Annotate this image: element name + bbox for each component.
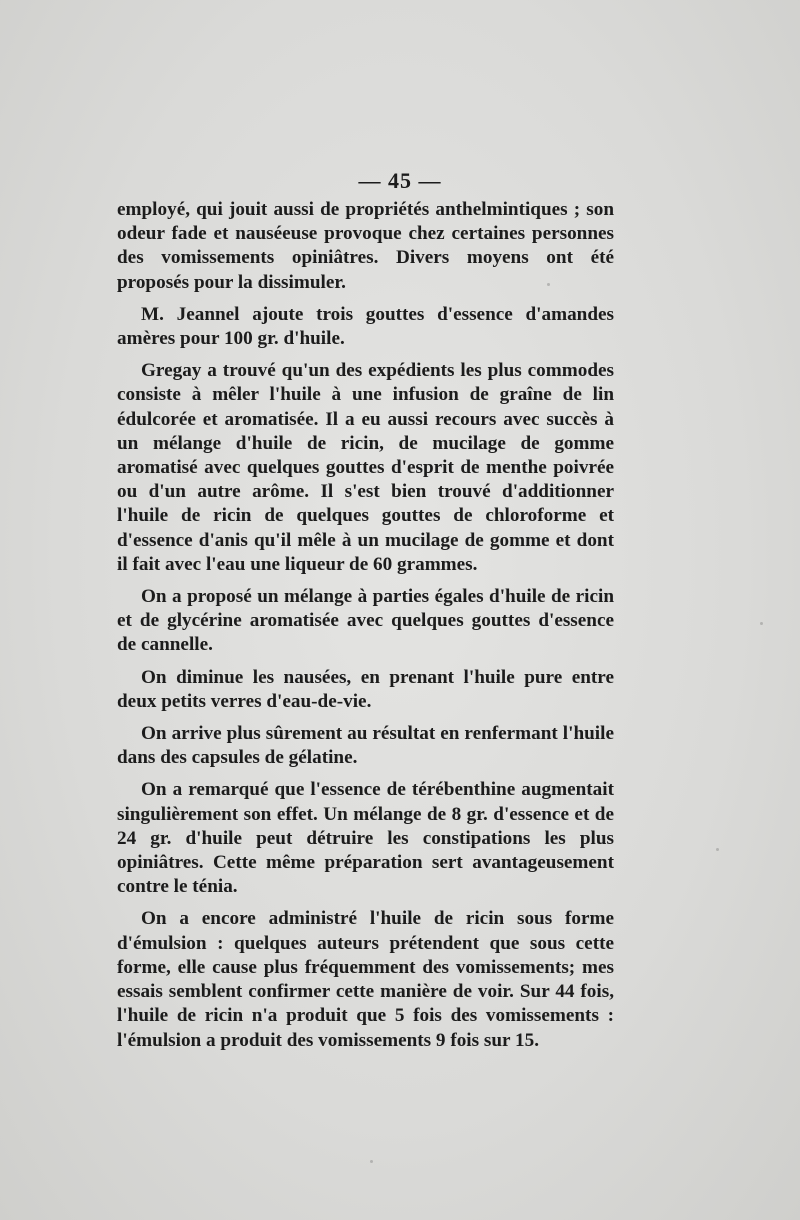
page-number: — 45 — [358,168,442,193]
paragraph: employé, qui jouit aussi de propriétés anthelmintiques ; son odeur fade et nauséeuse provoque chez certaines personnes des vomissements opiniâtres. Divers moyens ont été proposés pour la dissimuler. [117,199,614,293]
paragraph: On a encore administré l'huile de ricin sous forme d'émulsion : quelques auteurs prétendent que sous cette forme, elle cause plus fréquemment des vomissements; mes essais semblent confirmer cette manière de voir. Sur 44 fois, l'huile de ricin n'a produit que 5 fois des vomissements : l'émulsion a produit des vomissements 9 fois sur 15. [117,908,614,1051]
body-text [117,198,614,1061]
paper-speck [370,1160,373,1163]
paper-speck [716,848,719,851]
paper-speck [760,622,763,625]
paper-speck [547,283,550,286]
paragraph: On diminue les nausées, en prenant l'huile pure entre deux petits verres d'eau-de-vie. [117,666,614,712]
paragraph: On a remarqué que l'essence de térébenthine augmentait singulièrement son effet. Un mélange de 8 gr. d'essence et de 24 gr. d'huile peut détruire les constipations les plus opiniâtres. Cette même préparation sert avantageusement contre le ténia. [117,779,614,898]
paragraph: M. Jeannel ajoute trois gouttes d'essence d'amandes amères pour 100 gr. d'huile. [117,303,614,350]
paragraph: On a proposé un mélange à parties égales d'huile de ricin et de glycérine aromatisée avec quelques gouttes d'essence de cannelle. [117,586,614,656]
paragraph: On arrive plus sûrement au résultat en renfermant l'huile dans des capsules de gélatine. [117,723,614,769]
paragraph: Gregay a trouvé qu'un des expédients les plus commodes consiste à mêler l'huile à une infusion de graîne de lin édulcorée et aromatisée. Il a eu aussi recours avec succès à un mélange d'huile de ricin, de mucilage de gomme aromatisé avec quelques gouttes d'esprit de menthe poivrée ou d'un autre arôme. Il s'est bien trouvé d'additionner l'huile de ricin de quelques gouttes de chloroforme et d'essence d'anis qu'il mêle à un mucilage de gomme et dont il fait avec l'eau une liqueur de 60 grammes. [117,360,614,575]
